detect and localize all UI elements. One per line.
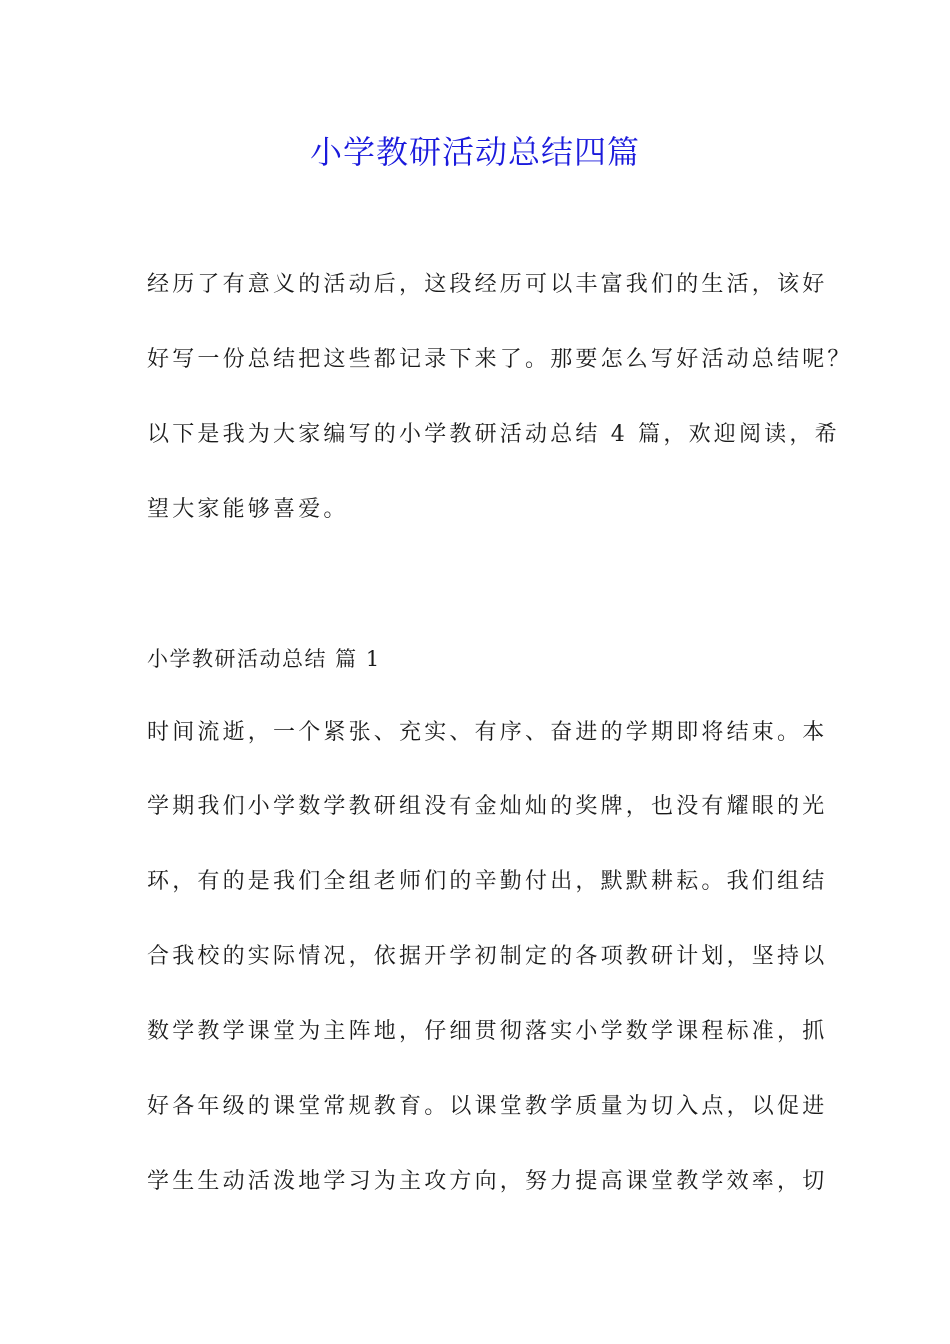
section-line: 学生生动活泼地学习为主攻方向，努力提高课堂教学效率，切 <box>147 1169 828 1194</box>
section-heading: 小学教研活动总结 篇 1 <box>147 647 381 671</box>
section-line: 时间流逝，一个紧张、充实、有序、奋进的学期即将结束。本 <box>147 720 828 745</box>
section-line: 好各年级的课堂常规教育。以课堂教学质量为切入点，以促进 <box>147 1094 828 1119</box>
section-line: 环，有的是我们全组老师们的辛勤付出，默默耕耘。我们组结 <box>147 869 828 894</box>
intro-line: 望大家能够喜爱。 <box>147 497 349 522</box>
document-title: 小学教研活动总结四篇 <box>309 133 640 171</box>
intro-line: 好写一份总结把这些都记录下来了。那要怎么写好活动总结呢？ <box>147 347 853 372</box>
section-line: 合我校的实际情况，依据开学初制定的各项教研计划，坚持以 <box>147 944 828 969</box>
intro-line: 以下是我为大家编写的小学教研活动总结 4 篇，欢迎阅读，希 <box>147 422 840 447</box>
section-line: 学期我们小学数学教研组没有金灿灿的奖牌，也没有耀眼的光 <box>147 794 828 819</box>
section-line: 数学教学课堂为主阵地，仔细贯彻落实小学数学课程标准，抓 <box>147 1019 828 1044</box>
intro-line: 经历了有意义的活动后，这段经历可以丰富我们的生活，该好 <box>147 272 828 297</box>
